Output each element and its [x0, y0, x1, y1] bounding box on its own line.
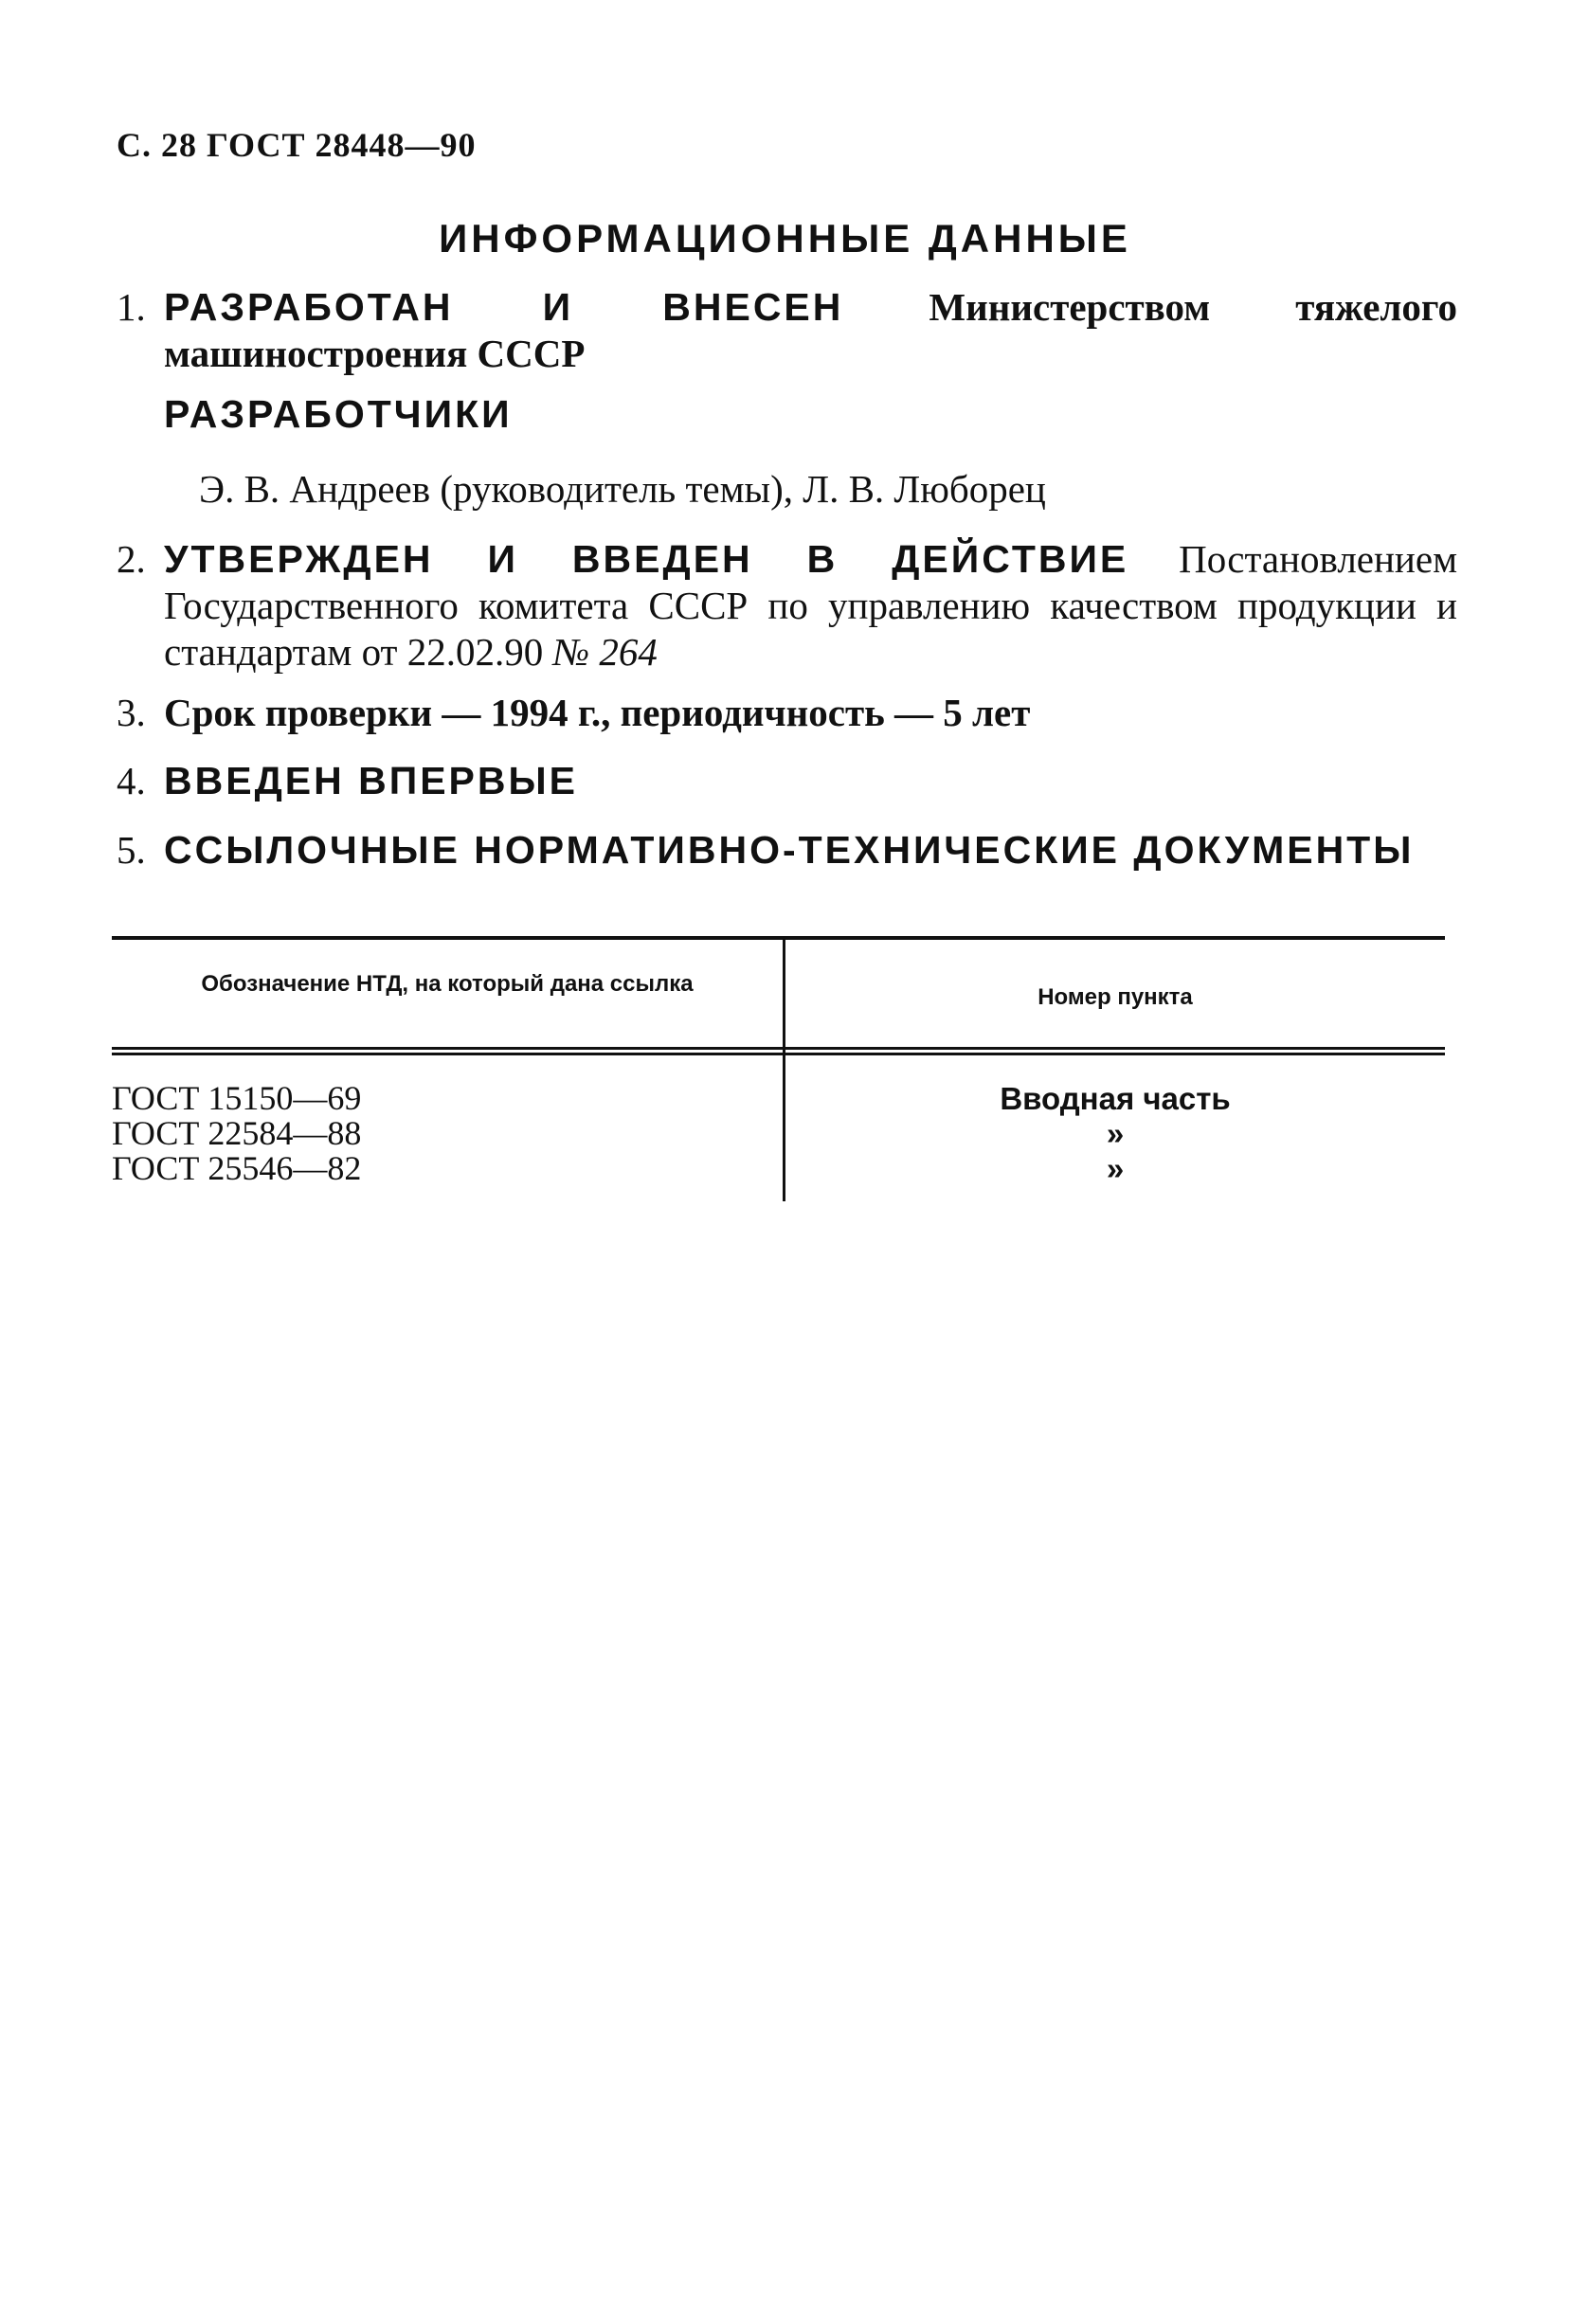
- item-text: Постановлением Государственного комитета СССР по управлению качеством продукции и стандартам от 22.02.90: [164, 537, 1458, 674]
- reference-table: [112, 936, 1445, 1211]
- item-number: 3.: [117, 691, 146, 734]
- item-lead: РАЗРАБОТАН И ВНЕСЕН: [164, 285, 844, 329]
- item-lead: ССЫЛОЧНЫЕ НОРМАТИВНО-ТЕХНИЧЕСКИЕ ДОКУМЕНТЫ: [164, 828, 1415, 872]
- item-text: Срок проверки — 1994 г., периодичность — 5 лет: [164, 691, 1031, 734]
- item-text: Министерством тяжелого машиностроения СССР: [164, 285, 1457, 375]
- table-header-rule: [112, 1047, 1445, 1050]
- table-top-rule: [112, 936, 1445, 940]
- developers-heading: РАЗРАБОТЧИКИ: [164, 392, 513, 436]
- table-header-rule-double: [112, 1053, 1445, 1055]
- table-cell-doc: ГОСТ 15150—69: [112, 1079, 362, 1117]
- item-number: 4.: [117, 759, 146, 802]
- item-lead: УТВЕРЖДЕН И ВВЕДЕН В ДЕЙСТВИЕ: [164, 537, 1129, 581]
- table-cell-clause: »: [1106, 1151, 1125, 1186]
- table-cell-doc: ГОСТ 25546—82: [112, 1149, 362, 1187]
- item-number: 2.: [117, 537, 146, 581]
- table-header-doc: Обозначение НТД, на который дана ссылка: [201, 971, 694, 997]
- item-doc-number: № 264: [552, 630, 658, 674]
- list-item: [117, 758, 1457, 804]
- item-number: 1.: [117, 285, 146, 329]
- list-item: [117, 827, 1457, 874]
- item-number: 5.: [117, 828, 146, 872]
- page-title: ИНФОРМАЦИОННЫЕ ДАННЫЕ: [439, 216, 1131, 261]
- list-item: [117, 690, 1457, 736]
- page-header: С. 28 ГОСТ 28448—90: [117, 126, 477, 164]
- list-item: [117, 536, 1457, 676]
- developers-names: Э. В. Андреев (руководитель темы), Л. В. Люборец: [199, 467, 1046, 511]
- list-item: [117, 284, 1457, 377]
- table-cell-clause: »: [1106, 1116, 1125, 1151]
- item-lead: ВВЕДЕН ВПЕРВЫЕ: [164, 759, 578, 802]
- table-cell-doc: ГОСТ 22584—88: [112, 1114, 362, 1152]
- table-header-clause: Номер пункта: [1038, 984, 1193, 1010]
- table-cell-clause: Вводная часть: [1000, 1081, 1231, 1116]
